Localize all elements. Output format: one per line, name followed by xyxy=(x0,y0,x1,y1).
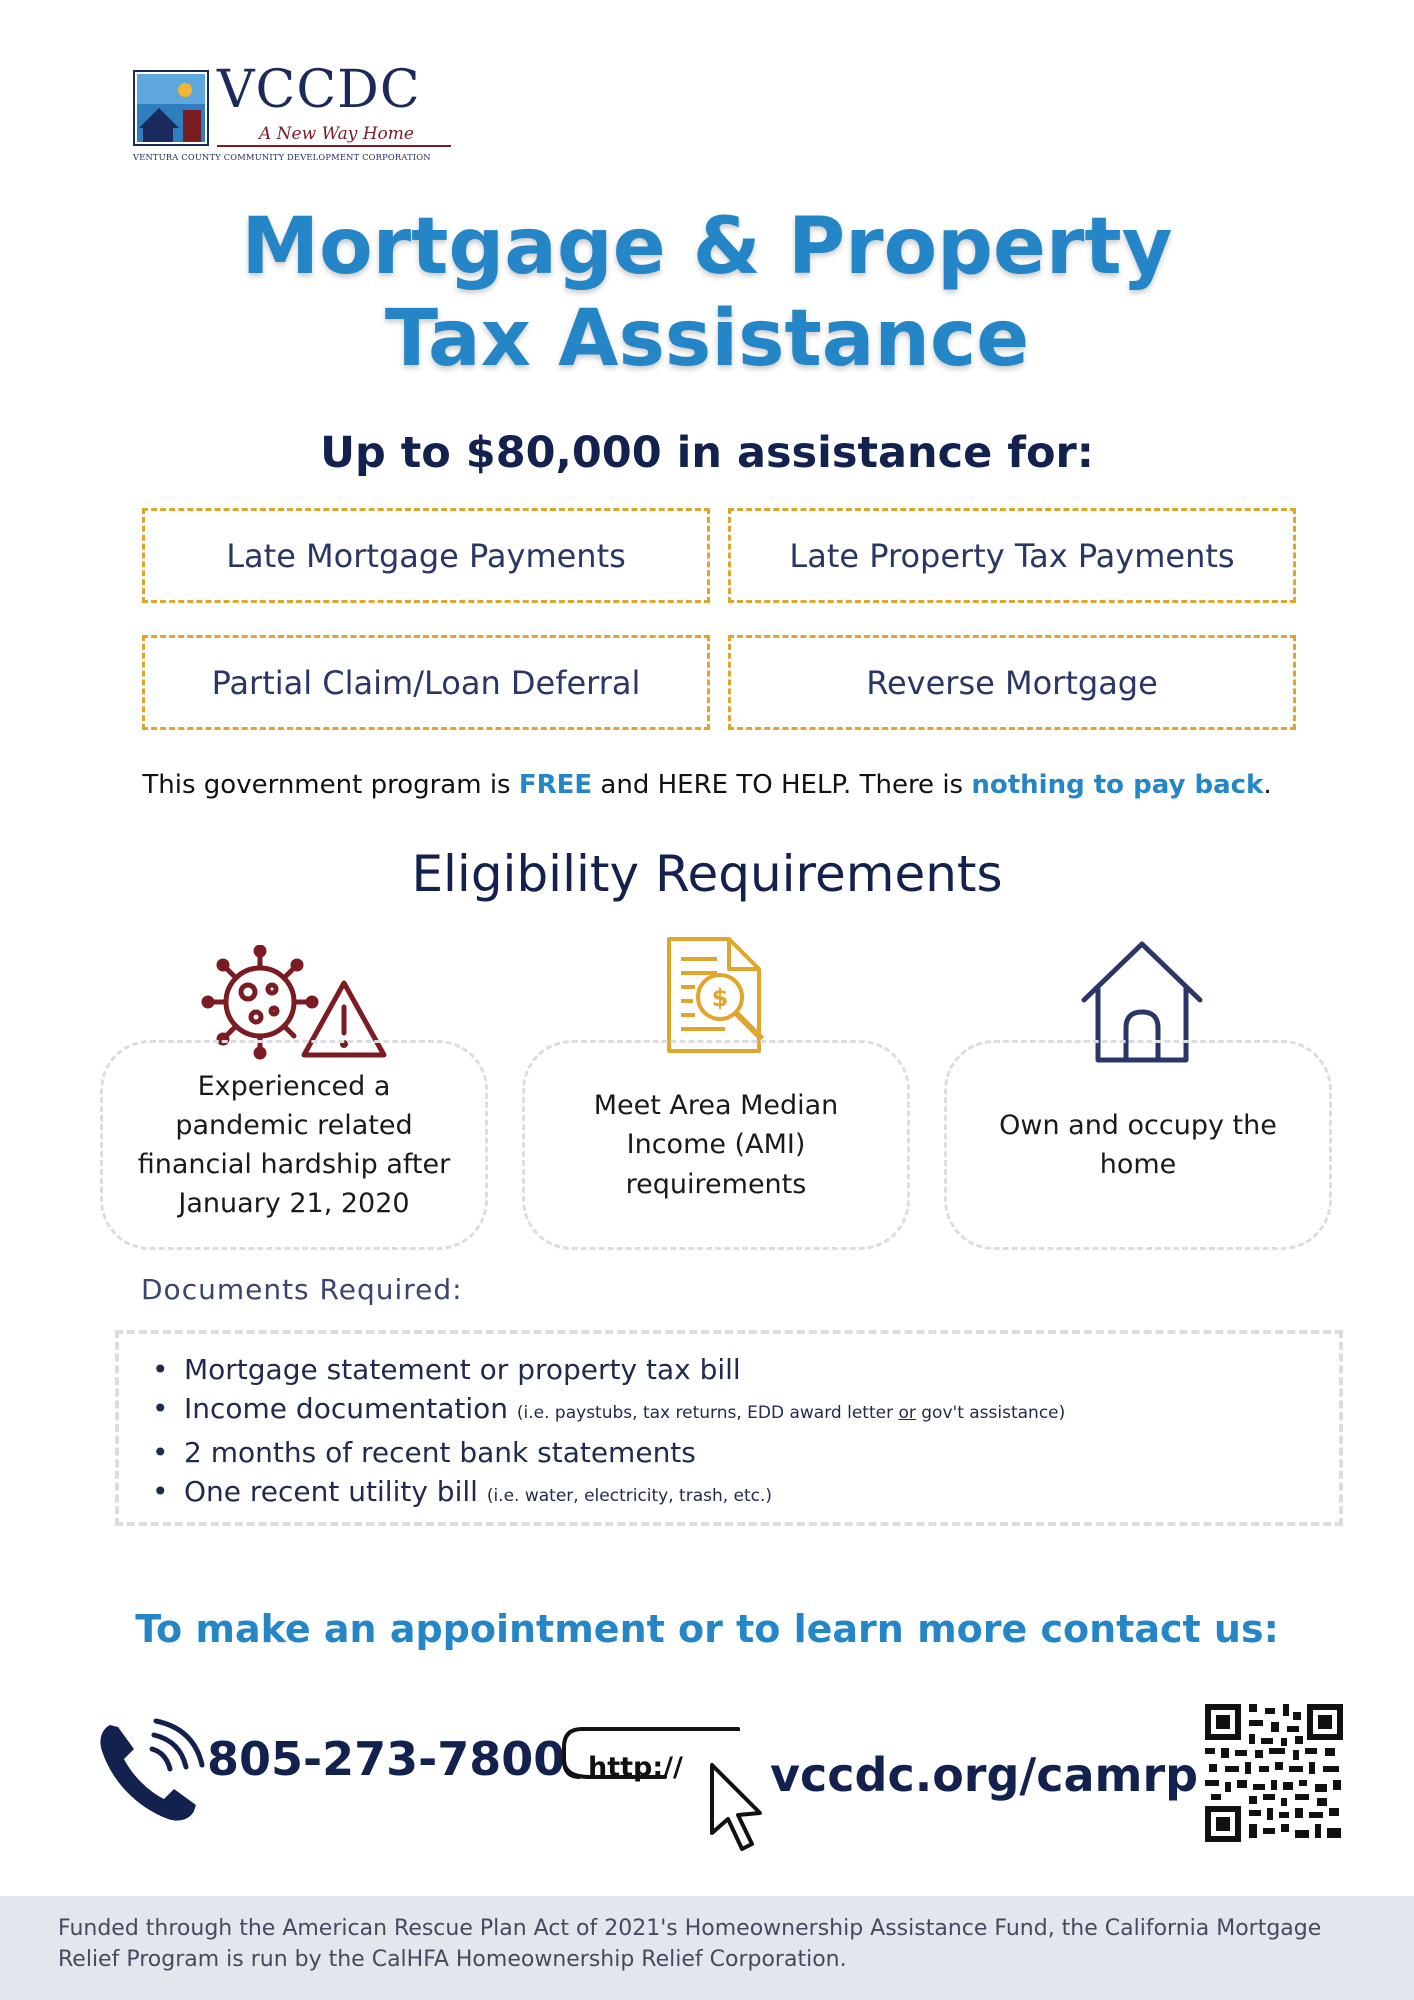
note-or: or xyxy=(898,1403,916,1423)
document-item-text: Income documentation xyxy=(184,1392,508,1425)
phone-icon xyxy=(96,1715,206,1825)
income-document-icon xyxy=(665,935,769,1055)
url-box-label: http:// xyxy=(588,1752,683,1783)
eligibility-heading: Eligibility Requirements xyxy=(411,845,1003,903)
documents-list xyxy=(148,1350,1065,1516)
document-item-text: 2 months of recent bank statements xyxy=(184,1436,696,1469)
option-partial-claim: Partial Claim/Loan Deferral xyxy=(142,635,710,730)
free-program-statement xyxy=(0,770,1414,800)
option-late-property-tax: Late Property Tax Payments xyxy=(728,508,1296,603)
logo-name: VCCDC xyxy=(217,60,421,120)
list-item xyxy=(148,1433,1065,1472)
funding-disclaimer: Funded through the American Rescue Plan Act of 2021's Homeownership Assistance Fund, the California Mortgage Relief Program is run by the CalHFA Homeownership Relief Corporation. xyxy=(58,1916,1322,1972)
free-line-text-1: This government program is xyxy=(142,770,519,800)
page-title-line2: Tax Assistance xyxy=(384,294,1030,384)
logo-subtitle: VENTURA COUNTY COMMUNITY DEVELOPMENT CORPORATION xyxy=(133,152,431,162)
eligibility-card-ownership: Own and occupy the home xyxy=(944,1040,1332,1250)
note-text: gov't assistance) xyxy=(915,1403,1066,1423)
option-late-mortgage: Late Mortgage Payments xyxy=(142,508,710,603)
contact-cta: To make an appointment or to learn more contact us: xyxy=(135,1607,1279,1651)
list-item xyxy=(148,1472,1065,1516)
document-item-text: One recent utility bill xyxy=(184,1475,478,1508)
logo-tagline: A New Way Home xyxy=(259,124,414,144)
free-highlight: FREE xyxy=(518,770,593,800)
browser-cursor-icon xyxy=(560,1725,780,1855)
document-item-note: (i.e. water, electricity, trash, etc.) xyxy=(486,1486,773,1506)
qr-code[interactable] xyxy=(1205,1704,1343,1842)
assistance-amount-heading: Up to $80,000 in assistance for: xyxy=(320,428,1094,478)
list-item xyxy=(148,1389,1065,1433)
eligibility-card-hardship: Experienced a pandemic related financial hardship after January 21, 2020 xyxy=(100,1040,488,1250)
document-item-note xyxy=(517,1403,1065,1423)
documents-heading: Documents Required: xyxy=(141,1273,463,1306)
vccdc-logo xyxy=(133,60,453,165)
document-item-text: Mortgage statement or property tax bill xyxy=(184,1353,741,1386)
logo-divider xyxy=(217,145,451,147)
option-reverse-mortgage: Reverse Mortgage xyxy=(728,635,1296,730)
svg-text:$: $ xyxy=(711,984,729,1012)
logo-house-icon xyxy=(133,70,209,146)
page-title-line1: Mortgage & Property xyxy=(241,202,1173,292)
note-text: (i.e. paystubs, tax returns, EDD award letter xyxy=(516,1403,899,1423)
list-item xyxy=(148,1350,1065,1389)
website-link[interactable]: vccdc.org/camrp xyxy=(770,1748,1199,1802)
phone-number[interactable]: 805-273-7800 xyxy=(207,1732,566,1786)
free-line-text-2: and HERE TO HELP. There is xyxy=(592,770,972,800)
eligibility-card-income: Meet Area Median Income (AMI) requirements xyxy=(522,1040,910,1250)
nothing-to-pay-back-highlight: nothing to pay back xyxy=(971,770,1264,800)
free-line-text-3: . xyxy=(1263,770,1272,800)
